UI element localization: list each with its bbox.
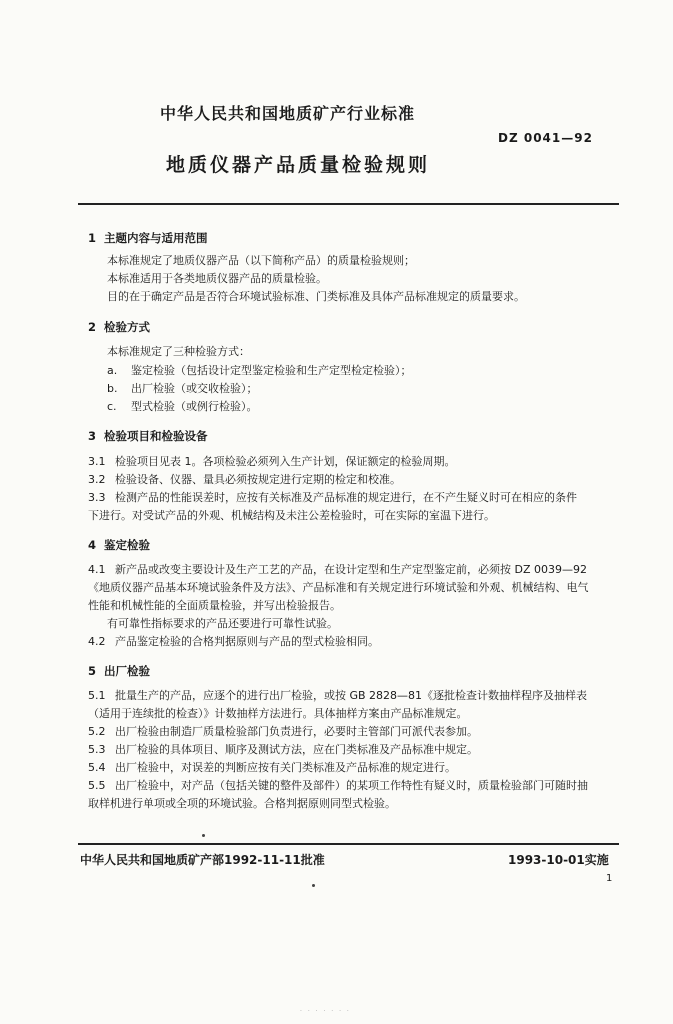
- clause-5-1: 5.1 批量生产的产品，应逐个的进行出厂检验，或按 GB 2828—81《逐批检查计数抽样程序及抽样表: [88, 689, 588, 702]
- clause-3-3: 3.3 检测产品的性能误差时，应按有关标准及产品标准的规定进行，在不产生疑义时可在相应的条件: [88, 491, 577, 504]
- page-number: 1: [606, 873, 613, 884]
- clause-4-1-cont: 性能和机械性能的全面质量检验，并写出检验报告。: [88, 599, 341, 612]
- clause-3-2: 3.2 检验设备、仪器、量具必须按规定进行定期的检定和校准。: [88, 473, 401, 486]
- clause-5-5: 5.5 出厂检验中，对产品（包括关键的整件及部件）的某项工作特性有疑义时，质量检验部门可随时抽: [88, 779, 588, 792]
- section-2-heading: 2 检验方式: [88, 320, 150, 334]
- page-title: 地质仪器产品质量检验规则: [166, 154, 431, 176]
- clause-5-2: 5.2 出厂检验由制造厂质量检验部门负责进行，必要时主管部门可派代表参加。: [88, 725, 478, 738]
- clause-4-1-note: 有可靠性指标要求的产品还要进行可靠性试验。: [107, 617, 338, 630]
- bottom-divider: [78, 843, 619, 845]
- standard-code: DZ 0041—92: [498, 131, 593, 145]
- clause-3-3-cont: 下进行。对受试产品的外观、机械结构及未注公差检验时，可在实际的室温下进行。: [88, 509, 495, 522]
- clause-5-1-cont: （适用于连续批的检查）》计数抽样方法进行。具体抽样方案由产品标准规定。: [88, 707, 468, 720]
- section-5-heading: 5 出厂检验: [88, 664, 150, 678]
- section-1-para: 本标准规定了地质仪器产品（以下简称产品）的质量检验规则；: [107, 254, 415, 267]
- section-1-heading: 1 主题内容与适用范围: [88, 231, 208, 245]
- scan-speck: [312, 884, 315, 887]
- scan-watermark: · · · · · · ·: [300, 1008, 351, 1015]
- clause-3-1: 3.1 检验项目见表 1。各项检验必须列入生产计划，保证额定的检验周期。: [88, 455, 456, 468]
- list-item: b. 出厂检验（或交收检验）；: [107, 382, 258, 395]
- section-1-para: 本标准适用于各类地质仪器产品的质量检验。: [107, 272, 327, 285]
- clause-5-4: 5.4 出厂检验中，对误差的判断应按有关门类标准及产品标准的规定进行。: [88, 761, 456, 774]
- clause-4-1: 4.1 新产品或改变主要设计及生产工艺的产品，在设计定型和生产定型鉴定前，必须按 DZ 0039—92: [88, 563, 587, 576]
- section-4-heading: 4 鉴定检验: [88, 538, 150, 552]
- list-item: a. 鉴定检验（包括设计定型鉴定检验和生产定型检定检验）；: [107, 364, 412, 377]
- issuing-organization: 中华人民共和国地质矿产行业标准: [160, 104, 416, 123]
- clause-5-3: 5.3 出厂检验的具体项目、顺序及测试方法，应在门类标准及产品标准中规定。: [88, 743, 478, 756]
- approval-line: 中华人民共和国地质矿产部1992-11-11批准: [80, 853, 325, 867]
- scan-speck: [202, 834, 205, 837]
- clause-4-2: 4.2 产品鉴定检验的合格判据原则与产品的型式检验相同。: [88, 635, 379, 648]
- section-3-heading: 3 检验项目和检验设备: [88, 429, 208, 443]
- list-item: c. 型式检验（或例行检验）。: [107, 400, 258, 413]
- clause-4-1-cont: 《地质仪器产品基本环境试验条件及方法》、产品标准和有关规定进行环境试验和外观、机械结构、电气: [88, 581, 589, 594]
- section-2-intro: 本标准规定了三种检验方式：: [107, 345, 250, 358]
- top-divider: [78, 203, 619, 205]
- implementation-date: 1993-10-01实施: [508, 853, 609, 867]
- section-1-para: 目的在于确定产品是否符合环境试验标准、门类标准及具体产品标准规定的质量要求。: [107, 290, 525, 303]
- clause-5-5-cont: 取样机进行单项或全项的环境试验。合格判据原则同型式检验。: [88, 797, 396, 810]
